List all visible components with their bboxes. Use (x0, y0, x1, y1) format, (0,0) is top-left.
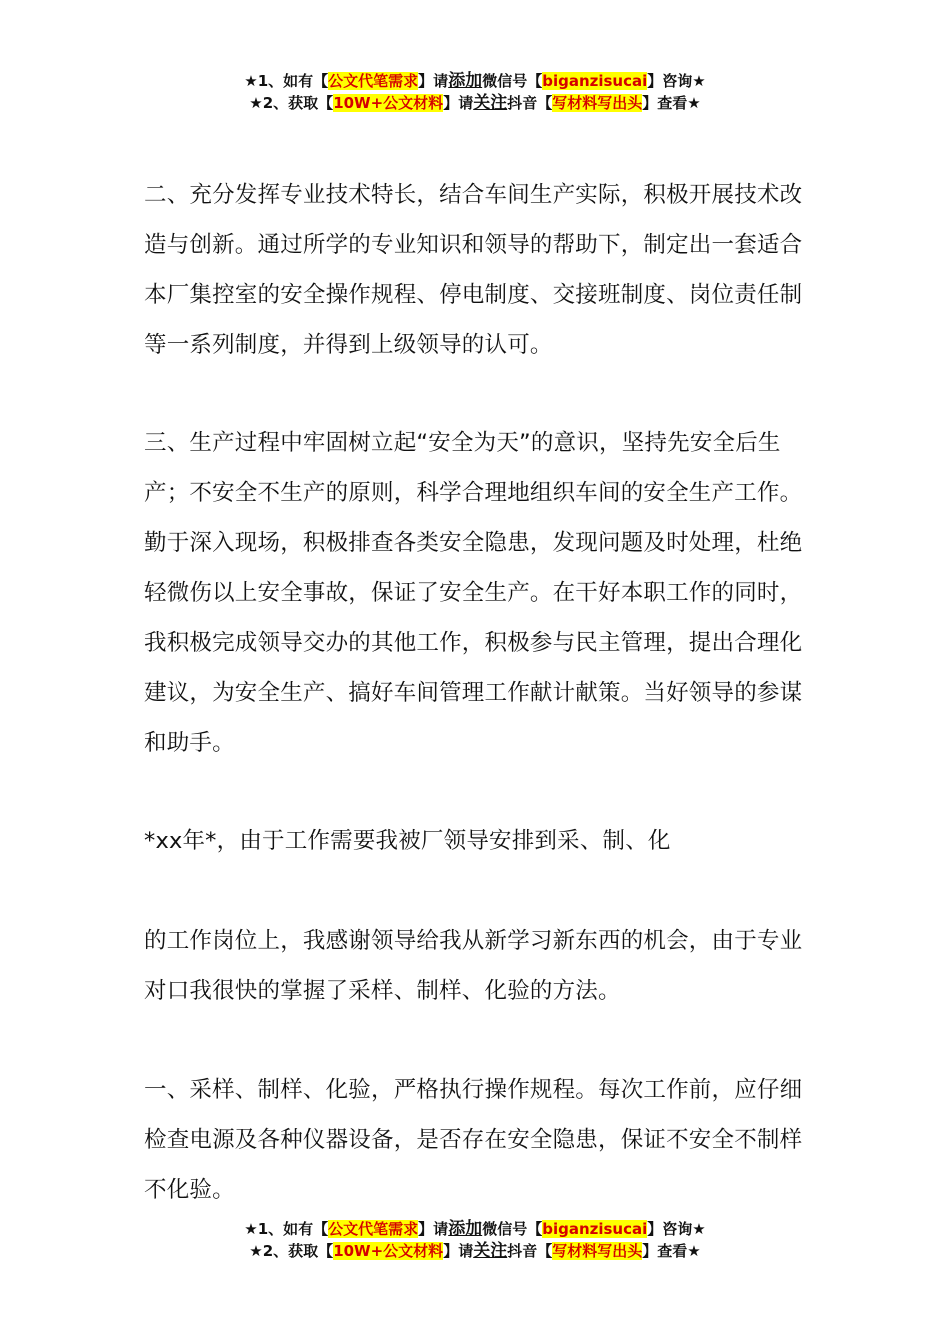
paragraph-text: 的工作岗位上，我感谢领导给我从新学习新东西的机会，由于专业对口我很快的掌握了采样、制样、化验的方法。 (144, 928, 803, 1004)
promo-text: 】查看★ (642, 1242, 701, 1260)
header-promo-line-1 (0, 70, 950, 92)
promo-text: 】咨询★ (647, 1220, 706, 1238)
paragraph-1 (144, 170, 809, 370)
paragraph-3 (144, 816, 809, 866)
promo-wechat-id: biganzisucai (542, 72, 648, 90)
promo-emphasis: 关注 (473, 1241, 508, 1261)
footer-promo (0, 1218, 950, 1262)
paragraph-text: *xx年*，由于工作需要我被厂领导安排到采、制、化 (144, 828, 671, 854)
promo-text: 】请 (443, 1242, 474, 1260)
footer-promo-line-1 (0, 1218, 950, 1240)
paragraph-2 (144, 418, 809, 768)
paragraph-text: 一、采样、制样、化验，严格执行操作规程。每次工作前，应仔细检查电源及各种仪器设备，是否存在安全隐患，保证不安全不制样不化验。 (144, 1077, 803, 1203)
promo-text: 】请 (418, 72, 449, 90)
promo-highlight: 公文代笔需求 (328, 1220, 419, 1238)
promo-wechat-id: biganzisucai (542, 1220, 648, 1238)
promo-highlight: 10W+公文材料 (333, 94, 444, 112)
header-promo (0, 70, 950, 114)
promo-text: 抖音【 (507, 94, 553, 112)
promo-highlight: 公文代笔需求 (328, 72, 419, 90)
paragraph-5 (144, 1065, 809, 1215)
promo-text: 】请 (443, 94, 474, 112)
promo-emphasis: 添加 (448, 71, 483, 91)
promo-text: 】查看★ (642, 94, 701, 112)
paragraph-4 (144, 916, 809, 1016)
promo-text: ★1、如有【 (244, 72, 329, 90)
paragraph-text: 三、生产过程中牢固树立起“安全为天”的意识，坚持先安全后生产；不安全不生产的原则，科学合理地组织车间的安全生产工作。勤于深入现场，积极排查各类安全隐患，发现问题及时处理，杜绝轻微伤以上安全事故，保证了安全生产。在干好本职工作的同时，我积极完成领导交办的其他工作，积极参与民主管理，提出合理化建议，为安全生产、搞好车间管理工作献计献策。当好领导的参谋和助手。 (144, 430, 803, 756)
promo-emphasis: 添加 (448, 1219, 483, 1239)
promo-text: 】咨询★ (647, 72, 706, 90)
promo-text: 】请 (418, 1220, 449, 1238)
promo-douyin-id: 写材料写出头 (552, 94, 643, 112)
promo-text: ★2、获取【 (249, 1242, 334, 1260)
promo-emphasis: 关注 (473, 93, 508, 113)
promo-text: 微信号【 (482, 72, 543, 90)
promo-text: ★1、如有【 (244, 1220, 329, 1238)
promo-highlight: 10W+公文材料 (333, 1242, 444, 1260)
promo-text: 抖音【 (507, 1242, 553, 1260)
promo-text: 微信号【 (482, 1220, 543, 1238)
paragraph-text: 二、充分发挥专业技术特长，结合车间生产实际，积极开展技术改造与创新。通过所学的专业知识和领导的帮助下，制定出一套适合本厂集控室的安全操作规程、停电制度、交接班制度、岗位责任制等一系列制度，并得到上级领导的认可。 (144, 182, 803, 358)
promo-text: ★2、获取【 (249, 94, 334, 112)
footer-promo-line-2 (0, 1240, 950, 1262)
promo-douyin-id: 写材料写出头 (552, 1242, 643, 1260)
header-promo-line-2 (0, 92, 950, 114)
